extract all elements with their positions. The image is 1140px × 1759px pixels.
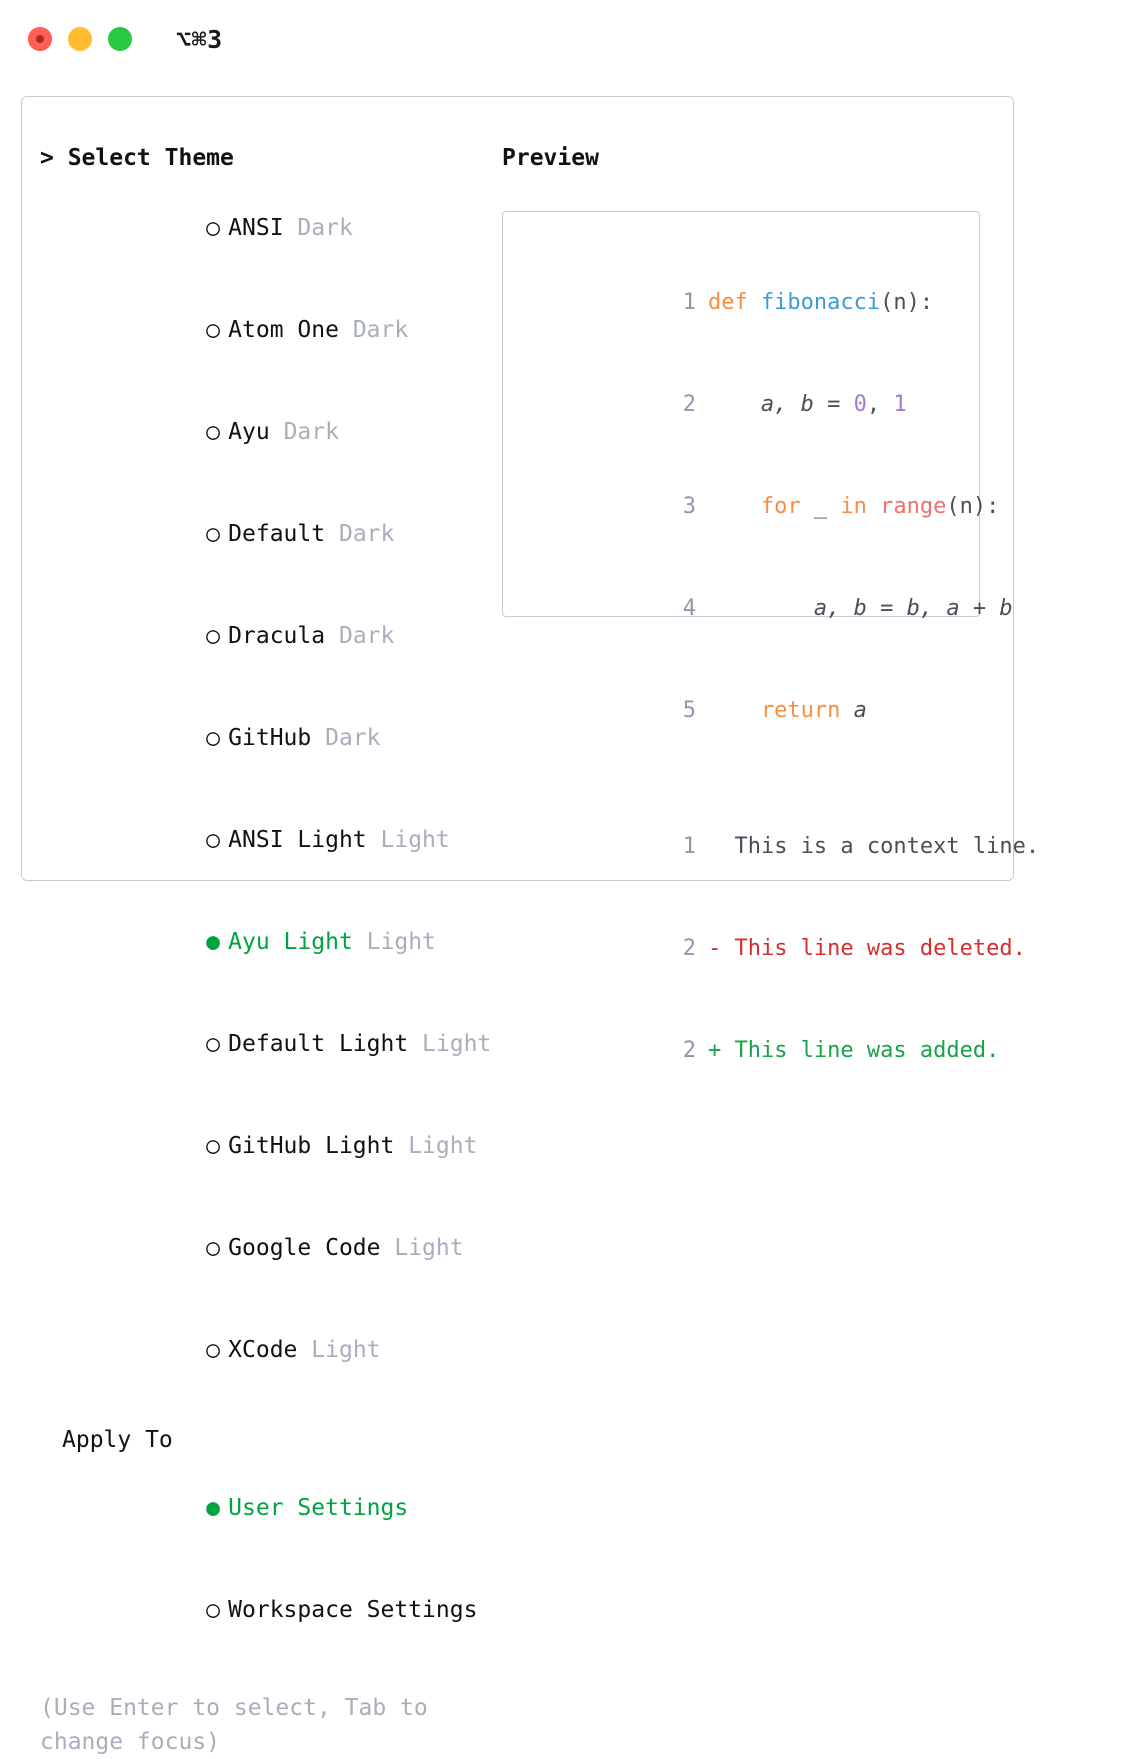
- theme-option-default-dark[interactable]: [40, 483, 492, 585]
- theme-option-label: Default: [228, 521, 326, 547]
- theme-option-default-light[interactable]: [40, 993, 492, 1095]
- code-token: a, b =: [707, 392, 854, 417]
- radio-icon[interactable]: ○: [206, 623, 221, 649]
- line-number: 2: [682, 392, 696, 417]
- radio-icon[interactable]: ○: [206, 1597, 221, 1623]
- theme-option-label: XCode: [228, 1337, 298, 1363]
- theme-option-google-code[interactable]: [40, 1197, 492, 1299]
- radio-icon[interactable]: ○: [206, 725, 221, 751]
- code-token: (n):: [946, 494, 1000, 519]
- terminal-content: [22, 97, 1040, 1755]
- theme-option-variant: Dark: [325, 725, 381, 751]
- line-number: 1: [682, 834, 696, 859]
- code-line: [521, 252, 979, 354]
- line-number: 4: [682, 596, 696, 621]
- diff-marker: -: [707, 936, 722, 961]
- theme-option-label: GitHub Light: [228, 1133, 395, 1159]
- radio-icon[interactable]: ○: [206, 419, 221, 445]
- code-token: range: [880, 494, 947, 519]
- theme-option-label: ANSI Light: [228, 827, 367, 853]
- theme-option-label: Dracula: [228, 623, 326, 649]
- diff-marker: [708, 834, 721, 859]
- theme-option-label: Google Code: [228, 1235, 381, 1261]
- diff-marker: +: [707, 1038, 722, 1063]
- radio-icon-selected[interactable]: ●: [206, 929, 221, 955]
- line-number: 2: [682, 936, 696, 961]
- theme-option-variant: Dark: [283, 419, 339, 445]
- radio-icon-selected[interactable]: ●: [206, 1495, 221, 1521]
- theme-option-variant: Light: [394, 1235, 464, 1261]
- theme-option-variant: Dark: [352, 317, 409, 343]
- code-token: 0: [853, 392, 867, 417]
- diff-line-added: [521, 1000, 1000, 1102]
- code-token: fibonacci: [760, 290, 881, 315]
- theme-option-label: Atom One: [228, 317, 339, 343]
- line-number: 3: [682, 494, 696, 519]
- diff-text: This line was added.: [734, 1038, 1000, 1063]
- diff-text: This is a context line.: [734, 834, 1040, 859]
- code-line: [521, 558, 1013, 660]
- radio-icon[interactable]: ○: [206, 1235, 221, 1261]
- theme-option-variant: Light: [408, 1133, 478, 1159]
- code-token: for: [707, 494, 801, 519]
- theme-option-list: [40, 177, 492, 1401]
- theme-option-ansi-light[interactable]: [40, 789, 492, 891]
- theme-option-xcode[interactable]: [40, 1299, 492, 1401]
- theme-option-variant: Light: [380, 827, 450, 853]
- title-bar: [0, 0, 1140, 78]
- select-theme-header: > Select Theme: [40, 145, 234, 171]
- radio-icon[interactable]: ○: [206, 317, 221, 343]
- theme-option-variant: Dark: [338, 623, 395, 649]
- theme-option-label: Ayu: [228, 419, 270, 445]
- apply-to-option-list: [40, 1457, 492, 1661]
- theme-option-ayu-dark[interactable]: [40, 381, 492, 483]
- diff-line-context: [521, 796, 1040, 898]
- code-token: ,: [866, 392, 894, 417]
- code-token: return: [707, 698, 841, 723]
- minimize-button-icon[interactable]: [68, 27, 92, 51]
- theme-option-github-dark[interactable]: [40, 687, 492, 789]
- radio-icon[interactable]: ○: [206, 827, 221, 853]
- apply-to-header: Apply To: [62, 1427, 173, 1453]
- theme-option-github-light[interactable]: [40, 1095, 492, 1197]
- terminal-frame: [21, 96, 1040, 1755]
- radio-icon[interactable]: ○: [206, 1337, 221, 1363]
- code-token: a, b = b, a + b: [707, 596, 1013, 621]
- code-token: 1: [893, 392, 907, 417]
- theme-option-variant: Light: [311, 1337, 381, 1363]
- zoom-button-icon[interactable]: [108, 27, 132, 51]
- preview-title: Preview: [502, 145, 599, 171]
- apply-to-workspace-settings[interactable]: [40, 1559, 492, 1661]
- theme-option-ayu-light[interactable]: [40, 891, 492, 993]
- theme-option-label: ANSI: [228, 215, 284, 241]
- code-token: a: [840, 698, 867, 723]
- pane-spacer: [40, 1401, 492, 1423]
- radio-icon[interactable]: ○: [206, 215, 221, 241]
- keyboard-hint-text: (Use Enter to select, Tab to change focus): [40, 1695, 442, 1755]
- theme-option-label: Default Light: [228, 1031, 409, 1057]
- preview-spacer: [521, 762, 979, 796]
- theme-option-atom-one-dark[interactable]: [40, 279, 492, 381]
- code-line: [521, 660, 979, 762]
- apply-to-user-settings[interactable]: [40, 1457, 492, 1559]
- theme-selector-pane: [22, 141, 492, 1755]
- apply-to-option-label: User Settings: [228, 1495, 409, 1521]
- code-token: _: [800, 494, 841, 519]
- code-line: [521, 456, 1000, 558]
- diff-text: This line was deleted.: [734, 936, 1026, 961]
- line-number: 5: [682, 698, 696, 723]
- radio-icon[interactable]: ○: [206, 1133, 221, 1159]
- line-number: 1: [682, 290, 696, 315]
- theme-option-label: GitHub: [228, 725, 312, 751]
- theme-option-variant: Light: [422, 1031, 492, 1057]
- preview-box: [502, 211, 1040, 1063]
- theme-option-dracula-dark[interactable]: [40, 585, 492, 687]
- theme-option-variant: Dark: [338, 521, 395, 547]
- theme-option-variant: Light: [366, 929, 436, 955]
- code-token: def: [707, 290, 761, 315]
- radio-icon[interactable]: ○: [206, 521, 221, 547]
- code-token: in: [840, 494, 881, 519]
- code-token: (n):: [880, 290, 934, 315]
- code-line: [521, 354, 979, 456]
- theme-option-ansi-dark[interactable]: [40, 177, 492, 279]
- apply-to-option-label: Workspace Settings: [228, 1597, 478, 1623]
- window-title: ⌥⌘3: [176, 24, 223, 54]
- preview-pane: [492, 141, 1040, 1063]
- line-number: 2: [682, 1038, 696, 1063]
- diff-line-deleted: [521, 898, 1026, 1000]
- theme-option-variant: Dark: [297, 215, 353, 241]
- close-button-icon[interactable]: [28, 27, 52, 51]
- radio-icon[interactable]: ○: [206, 1031, 221, 1057]
- theme-option-label: Ayu Light: [228, 929, 353, 955]
